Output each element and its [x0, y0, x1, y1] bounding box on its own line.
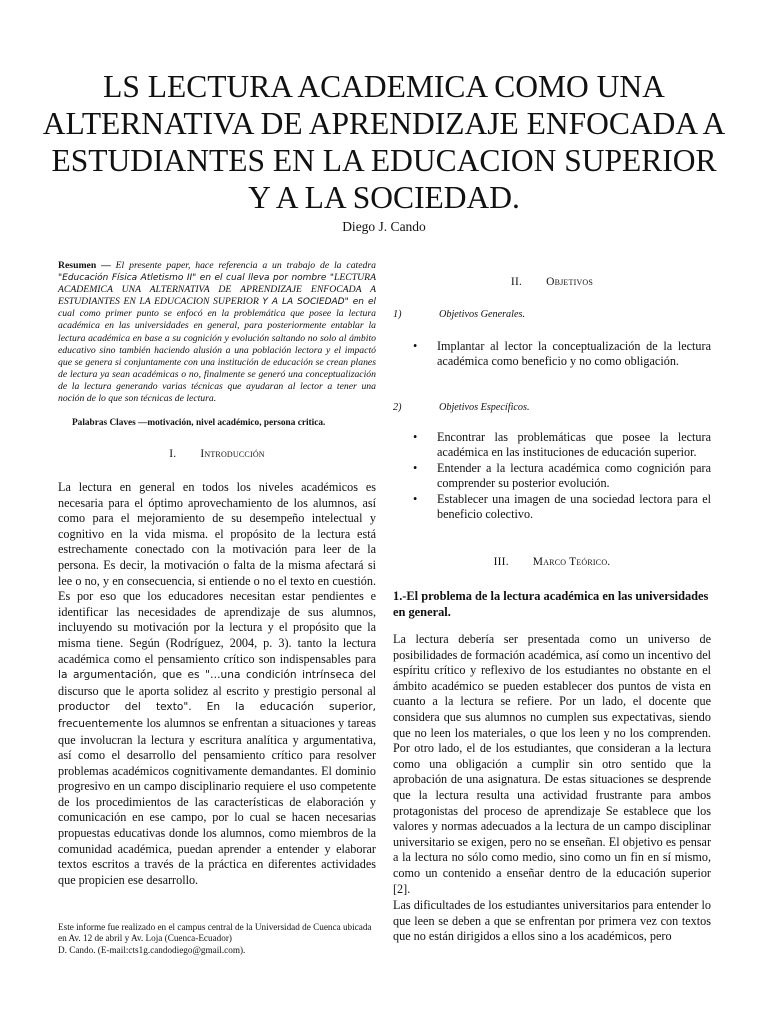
subsection-title: 1.-El problema de la lectura académica en las universidades en general.: [393, 589, 709, 619]
abstract-handwritten-2: Y A LA SOCIEDAD" en el: [262, 297, 376, 308]
intro-text: La lectura en general en todos los niveles académicos es necesaria para el óptimo aprovechamiento de los alumnos, así como para el mejoramiento de su desempeño intelectual y cognitivo en la vida misma. el propósito de la lectura está estrechamente conectado con la motivación para leer de la persona. Es decir, la motivación o falta de la misma afectará si lee o no, y en consecuencia, si entiende o no el texto en cuestión. Es por eso que los educadores necesitan estar pendientes e identificar las necesidades de aprendizaje de sus alumnos, incluyendo su motivación por la lectura y el propósito que la misma tiene. Según (Rodríguez, 2004, p. 3). tanto la lectura académica como el pensamiento crítico son indispensables para: [58, 480, 376, 666]
bullet-icon: •: [413, 491, 418, 506]
bullet-icon: •: [413, 460, 418, 475]
list-item: [393, 430, 711, 461]
section-number: III.: [493, 556, 509, 568]
abstract-handwritten: "Educación Física Atletismo II" en el cual lleva por nombre ": [58, 273, 334, 284]
abstract-text: El presente paper, hace referencia a un trabajo de la catedra: [110, 260, 376, 271]
subheading-number: 1): [393, 309, 402, 320]
subheading-label: Objetivos Generales.: [439, 309, 526, 320]
list-item-text: Implantar al lector la conceptualización de la lectura académica como beneficio y no como obligación.: [437, 339, 711, 369]
abstract-lead: Resumen —: [58, 260, 111, 271]
list-item: [393, 492, 711, 523]
section-title: Introducción: [200, 448, 265, 460]
intro-handwritten-2: productor del texto". En la educación superior, frecuentemente: [58, 701, 376, 730]
section-heading-marco-teorico: [393, 556, 711, 568]
abstract: [58, 260, 376, 405]
subheading-number: 2): [393, 402, 402, 413]
objetivos-generales-list: [393, 339, 711, 370]
list-item: [393, 461, 711, 492]
section-title: Marco Teórico.: [532, 556, 611, 568]
intro-text-3: los alumnos se enfrentan a situaciones y tareas que involucran la lectura y escritura analítica y argumentativa, así como el desarrollo del pensamiento crítico para resolver problemas académicos cognitivamente demandantes. El dominio progresivo en un campo disciplinario requiere el uso competente de los procedimientos de las características de elaboración y comunicación en ese campo, por lo cual se hacen necesarias propuestas educativas donde los alumnos, como miembros de la comunidad académica, puedan aprender a entender y elaborar textos escritos a través de la práctica en diferentes actividades que propicien ese desarrollo.: [58, 715, 376, 887]
section-number: II.: [510, 276, 523, 288]
list-item-text: Establecer una imagen de una sociedad lectora para el beneficio colectivo.: [437, 491, 711, 522]
section-heading-introduccion: [58, 448, 376, 460]
section-number: I.: [169, 448, 177, 460]
footnote-line-1: Este informe fue realizado en el campus central de la Universidad de Cuenca ubicada en Av. 12 de abril y Av. Loja (Cuenca-Ecuador): [58, 922, 372, 944]
objetivos-especificos-list: [393, 430, 711, 522]
list-item-text: Encontrar las problemáticas que posee la lectura académica en las instituciones de educación superior.: [437, 430, 711, 460]
bullet-icon: •: [413, 430, 418, 444]
footnote: [58, 922, 376, 956]
subheading-label: Objetivos Específicos.: [439, 402, 530, 413]
intro-text-2: discurso que le aporta solidez al escrito y prestigio personal al: [58, 683, 376, 698]
intro-paragraph: [58, 480, 376, 888]
abstract-text-rest: cual como primer punto se enfocó en la problemática que posee la lectura académica en las universidades en general, para posteriormente entablar la lectura académica en base a su cognición y evolución saltando no solo al ámbito educativo sino también haciendo alusión a una población lectora y el impactó que se genera si conjuntamente con una institución de educación se crean planes de lectura ya sean académicas o no, finalmente se generó una conceptualización de la lectura generando varias técnicas que ayudaran al lector a tener una noción de lo que son técnicas de lectura.: [58, 308, 376, 405]
marco-paragraph-2: Las dificultades de los estudiantes universitarios para entender lo que leen se deben a que se enfrentan por primera vez con textos que no están dirigidos a ellos sino a los académicos, pero: [393, 898, 711, 944]
author-name: Diego J. Cando: [342, 219, 426, 234]
bullet-icon: •: [413, 339, 418, 353]
paper-title: LS LECTURA ACADEMICA COMO UNA ALTERNATIVA DE APRENDIZAJE ENFOCADA A ESTUDIANTES EN LA EDUCACION SUPERIOR Y A LA SOCIEDAD.: [42, 69, 726, 215]
abstract-text-title: LECTURA ACADEMICA UNA ALTERNATIVA DE APRENDIZAJE ENFOCADA A ESTUDIANTES EN LA EDUCACION SUPERIOR: [58, 272, 376, 308]
intro-handwritten: la argumentación, que es "…una condición intrínseca del: [58, 669, 376, 682]
keywords: Palabras Claves —motivación, nivel académico, persona critica.: [72, 418, 326, 428]
list-item-text: Entender a la lectura académica como cognición para comprender su posterior evolución.: [437, 460, 711, 491]
marco-paragraph-1: La lectura debería ser presentada como un universo de posibilidades de formación académica, así como un incentivo del espíritu crítico y reflexivo de los estudiantes no obstante en el ámbito académico se pueden establecer dos puntos de vista en cuanto a la lectura se refiere. Por un lado, el docente que considera que sus alumnos no cumplen sus expectativas, siendo que no leen los materiales, o que los leen y no los comprenden. Por otro lado, el de los estudiantes, que consideran a la lectura como una obligación a cumplir sin otro sentido que la aprobación de una asignatura. De estas situaciones se desprende que la lectura resulta una actividad frustrante para ambos protagonistas del proceso de aprendizaje Se establece que los valores y normas adecuados a la lectura de un campo disciplinar universitario se exigen, pero no se enseñan. El objetivo es pensar a la lectura no sólo como medio, sino como un fin en sí mismo, como un contenido a enseñar dentro de la educación superior [2].: [393, 632, 711, 896]
subheading-objetivos-generales: [393, 309, 711, 320]
section-heading-objetivos: [393, 276, 711, 288]
footnote-line-2: D. Cando. (E-mail:cts1g.candodiego@gmail.com).: [58, 944, 246, 955]
list-item: [393, 339, 711, 370]
section-title: Objetivos: [546, 276, 594, 288]
subheading-objetivos-especificos: [393, 402, 711, 413]
